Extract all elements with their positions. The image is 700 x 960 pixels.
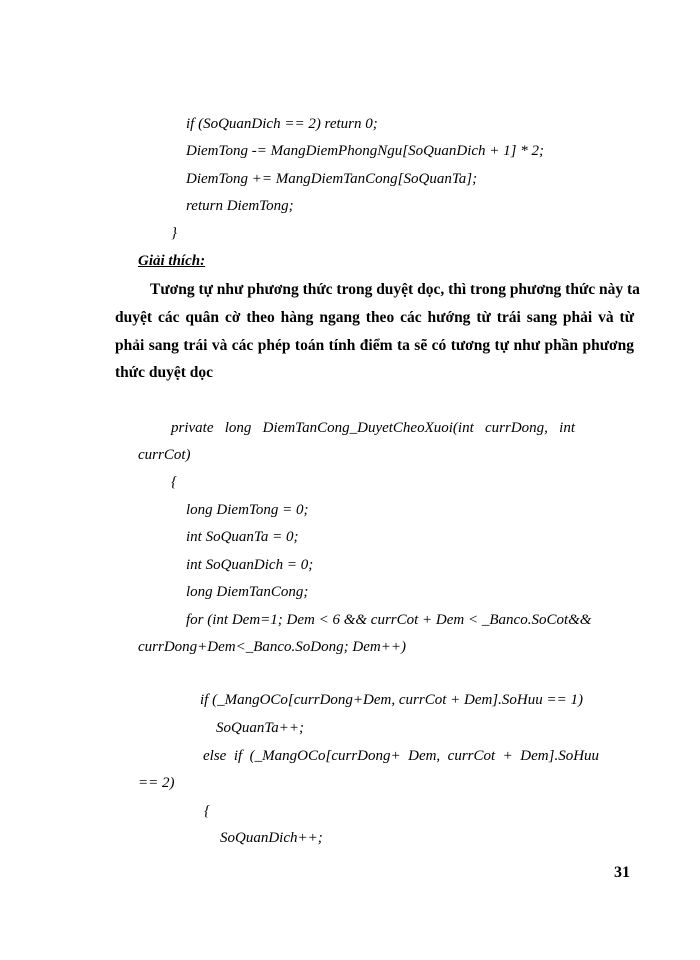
code-line: SoQuanTa++; <box>216 720 305 736</box>
code-line: SoQuanDich++; <box>220 830 323 846</box>
code-line: { <box>204 803 210 819</box>
code-line: else if (_MangOCo[currDong+ Dem, currCot + Dem].SoHuu <box>203 748 600 764</box>
explanation-line: phải sang trái và các phép toán tính điểm ta sẽ có tương tự như phần phương <box>115 337 634 354</box>
code-line: for (int Dem=1; Dem < 6 && currCot + Dem < _Banco.SoCot&& <box>186 612 592 628</box>
code-line: int SoQuanTa = 0; <box>186 529 299 545</box>
code-line: { <box>171 474 177 490</box>
code-line: DiemTong -= MangDiemPhongNgu[SoQuanDich + 1] * 2; <box>186 143 545 159</box>
explanation-line: Tương tự như phương thức trong duyệt dọc, thì trong phương thức này ta <box>150 281 640 298</box>
explanation-line: thức duyệt dọc <box>115 364 213 381</box>
code-line: currCot) <box>138 447 191 463</box>
page-number: 31 <box>614 864 630 881</box>
explanation-heading: Giải thích: <box>138 253 206 269</box>
code-line: private long DiemTanCong_DuyetCheoXuoi(int currDong, int <box>171 420 576 436</box>
code-line: if (SoQuanDich == 2) return 0; <box>186 116 378 132</box>
code-line: return DiemTong; <box>186 198 294 214</box>
code-line: long DiemTanCong; <box>186 584 309 600</box>
code-line: if (_MangOCo[currDong+Dem, currCot + Dem].SoHuu == 1) <box>200 692 583 708</box>
code-line: currDong+Dem<_Banco.SoDong; Dem++) <box>138 639 406 655</box>
code-line: DiemTong += MangDiemTanCong[SoQuanTa]; <box>186 171 478 187</box>
code-line: == 2) <box>138 775 175 791</box>
explanation-line: duyệt các quân cờ theo hàng ngang theo các hướng từ trái sang phải và từ <box>115 309 634 326</box>
code-line: long DiemTong = 0; <box>186 502 309 518</box>
code-line: } <box>171 225 177 241</box>
code-line: int SoQuanDich = 0; <box>186 557 314 573</box>
